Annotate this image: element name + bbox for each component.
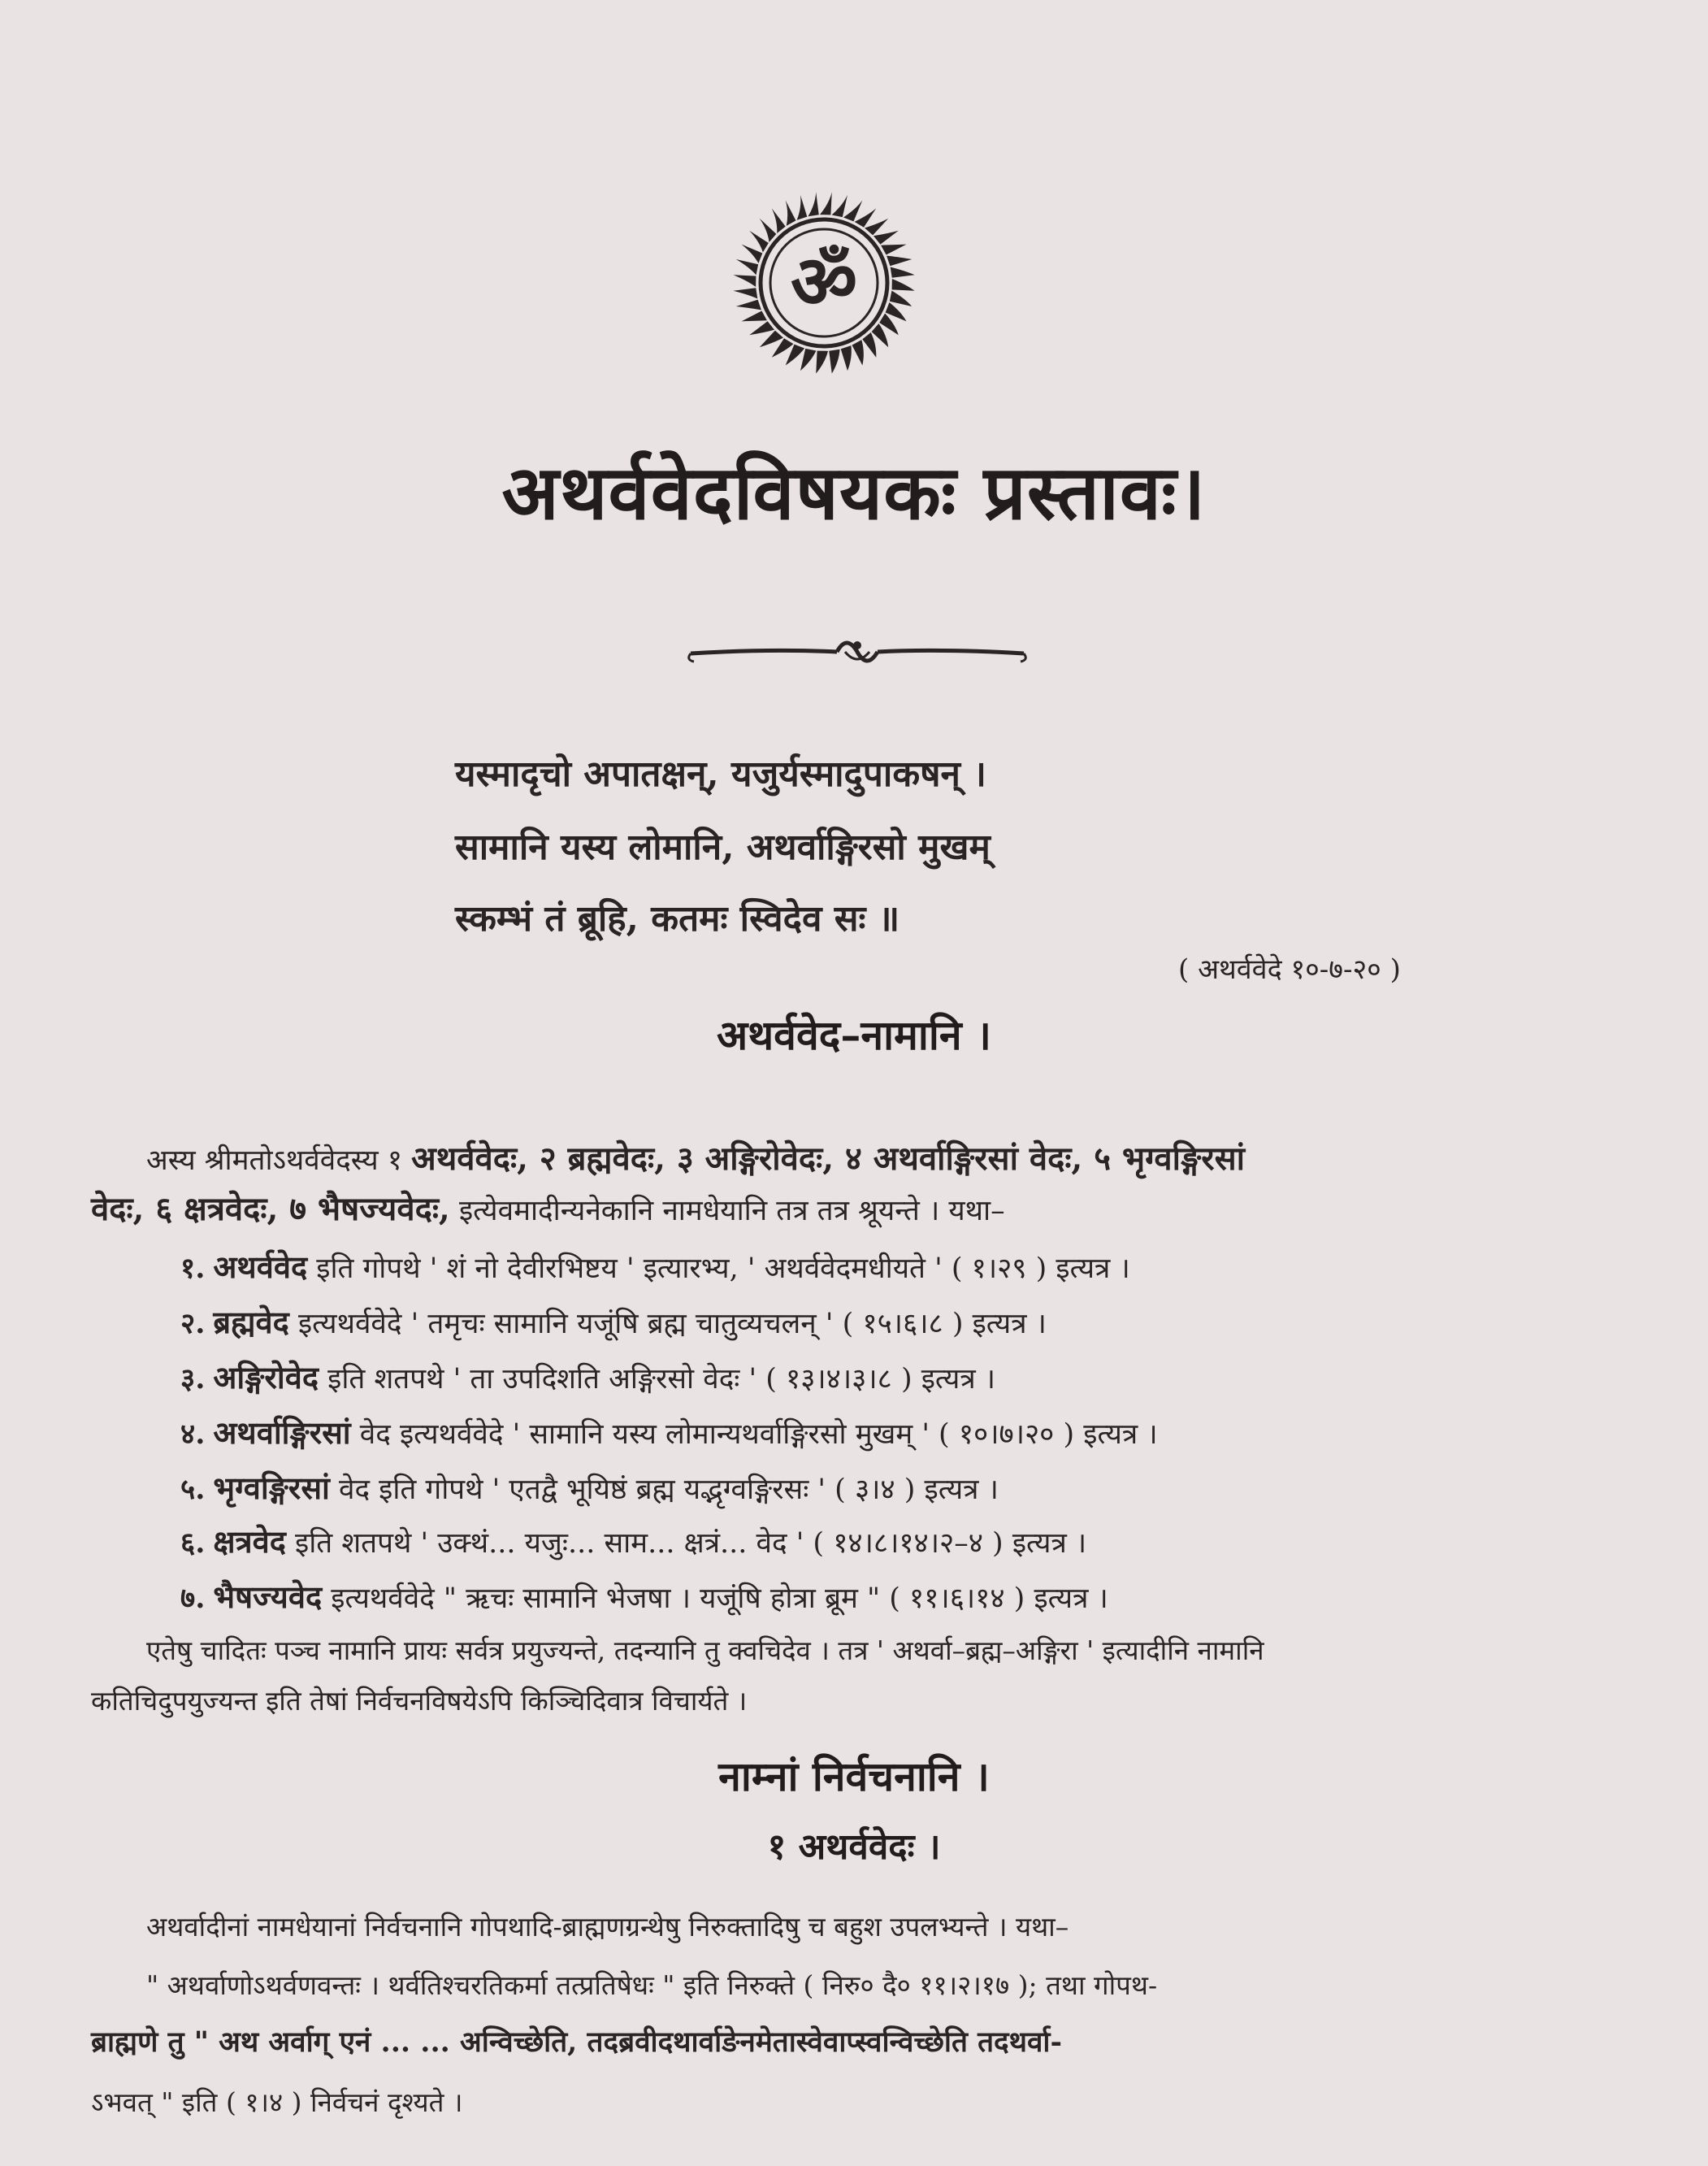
list-item [180, 1356, 995, 1398]
section-heading-names: अथर्ववेद–नामानि । [717, 1011, 991, 1059]
list-item [180, 1466, 999, 1508]
intro-text-2: इत्येवमादीन्यनेकानि नामधेयानि तत्र तत्र श्रूयन्ते । यथा– [449, 1195, 1005, 1227]
item-term: क्षत्रवेद [213, 1523, 286, 1560]
list-item [180, 1520, 1086, 1562]
subheading-atharvaveda: १ अथर्ववेदः । [767, 1826, 941, 1868]
intro-text: अस्य श्रीमतोऽथर्ववेदस्य १ [146, 1144, 412, 1177]
intro-names-bold: अथर्ववेदः, २ ब्रह्मवेदः, ३ अङ्गिरोवेदः, ४ अथर्वाङ्गिरसां वेदः, ५ भृग्वङ्गिरसां [411, 1139, 1246, 1178]
item-number: ३. [180, 1362, 206, 1396]
etymology-line-2: " अथर्वाणोऽथर्वणवन्तः । थर्वतिश्चरतिकर्मा तत्प्रतिषेधः " इति निरुक्ते ( निरु० दै० ११।२।१७ ); तथा गोपथ- [146, 1969, 1158, 2001]
list-item [180, 1300, 1047, 1343]
item-text: इत्यथर्ववेदे " ऋचः सामानि भेजषा । यजूंषि होत्रा ब्रूम " ( ११।६।१४ ) इत्यत्र । [322, 1582, 1108, 1615]
summary-line-2: कतिचिदुपयुज्यन्त इति तेषां निर्वचनविषयेऽपि किञ्चिदिवात्र विचार्यते । [91, 1685, 748, 1717]
item-term: ब्रह्मवेद [213, 1304, 289, 1340]
flourish-divider-icon [683, 627, 1032, 676]
item-term: अङ्गिरोवेद [213, 1359, 319, 1396]
item-text: इति शतपथे ' उक्थं... यजुः... साम... क्षत्रं... वेद ' ( १४।८।१४।२–४ ) इत्यत्र । [285, 1527, 1087, 1560]
item-term: अथर्वाङ्गिरसां [213, 1414, 351, 1451]
item-number: ७. [180, 1582, 206, 1615]
item-text: इति शतपथे ' ता उपदिशति अङ्गिरसो वेदः ' ( १३।४।३।८ ) इत्यत्र । [319, 1363, 996, 1396]
item-number: २. [180, 1307, 206, 1340]
names-intro-line-2 [91, 1184, 1005, 1236]
page-title: अथर्ववेदविषयकः प्रस्तावः। [501, 449, 1207, 536]
item-number: ४. [180, 1417, 206, 1451]
item-text: वेद इत्यथर्ववेदे ' सामानि यस्य लोमान्यथर्वाङ्गिरसो मुखम् ' ( १०।७।२० ) इत्यत्र । [350, 1418, 1158, 1451]
verse-line-3: स्कम्भं तं ब्रूहि, कतमः स्विदेव सः ॥ [455, 898, 900, 940]
item-text: इति गोपथे ' शं नो देवीरभिष्टय ' इत्यारभ्य, ' अथर्ववेदमधीयते ' ( १।२९ ) इत्यत्र । [307, 1252, 1130, 1285]
etymology-line-4: ऽभवत् " इति ( १।४ ) निर्वचनं दृश्यते । [91, 2086, 463, 2118]
item-text: वेद इति गोपथे ' एतद्वै भूयिष्ठं ब्रह्म यद्भृग्वङ्गिरसः ' ( ३।४ ) इत्यत्र । [329, 1474, 999, 1506]
item-number: ६. [180, 1526, 206, 1560]
item-number: १. [180, 1252, 206, 1285]
verse-reference: ( अथर्ववेदे १०-७-२० ) [1178, 953, 1401, 986]
summary-line-1: एतेषु चादितः पञ्च नामानि प्रायः सर्वत्र प्रयुज्यन्ते, तदन्यानि तु क्वचिदेव । तत्र ' अथर्वा–ब्रह्म–अङ्गिरा ' इत्यादीनि नामानि [146, 1634, 1264, 1666]
verse-line-2: सामानि यस्य लोमानि, अथर्वाङ्गिरसो मुखम् [455, 827, 991, 868]
section-heading-etymologies: नाम्नां निर्वचनानि । [718, 1752, 990, 1800]
item-number: ५. [180, 1473, 206, 1506]
list-item [180, 1411, 1158, 1453]
item-term: भैषज्यवेद [213, 1578, 323, 1615]
etymology-line-1: अथर्वादीनां नामधेयानां निर्वचनानि गोपथादि-ब्राह्मणग्रन्थेषु निरुक्तादिषु च बहुश उपलभ्यन्ते । यथा– [146, 1911, 1069, 1942]
list-item [180, 1575, 1108, 1617]
om-symbol: ॐ [790, 240, 858, 325]
etymology-line-3: ब्राह्मणे तु " अथ अर्वाग् एनं ... ... अन्विच्छेति, तदब्रवीदथार्वाङेनमेतास्वेवाप्स्वन्विच्छेति तदथर्वा- [91, 2025, 1063, 2059]
item-term: भृग्वङ्गिरसां [213, 1469, 330, 1506]
intro-names-bold-2: वेदः, ६ क्षत्रवेदः, ७ भैषज्यवेदः, [91, 1190, 450, 1228]
names-intro-line-1 [146, 1134, 1245, 1186]
item-term: अथर्ववेद [213, 1248, 308, 1285]
list-item [180, 1245, 1130, 1287]
verse-line-1: यस्मादृचो अपातक्षन्, यजुर्यस्मादुपाकषन् । [455, 753, 986, 795]
om-sun-emblem-icon [730, 189, 918, 377]
item-text: इत्यथर्ववेदे ' तमृचः सामानि यजूंषि ब्रह्म चातुव्यचलन् ' ( १५।६।८ ) इत्यत्र । [288, 1308, 1047, 1340]
